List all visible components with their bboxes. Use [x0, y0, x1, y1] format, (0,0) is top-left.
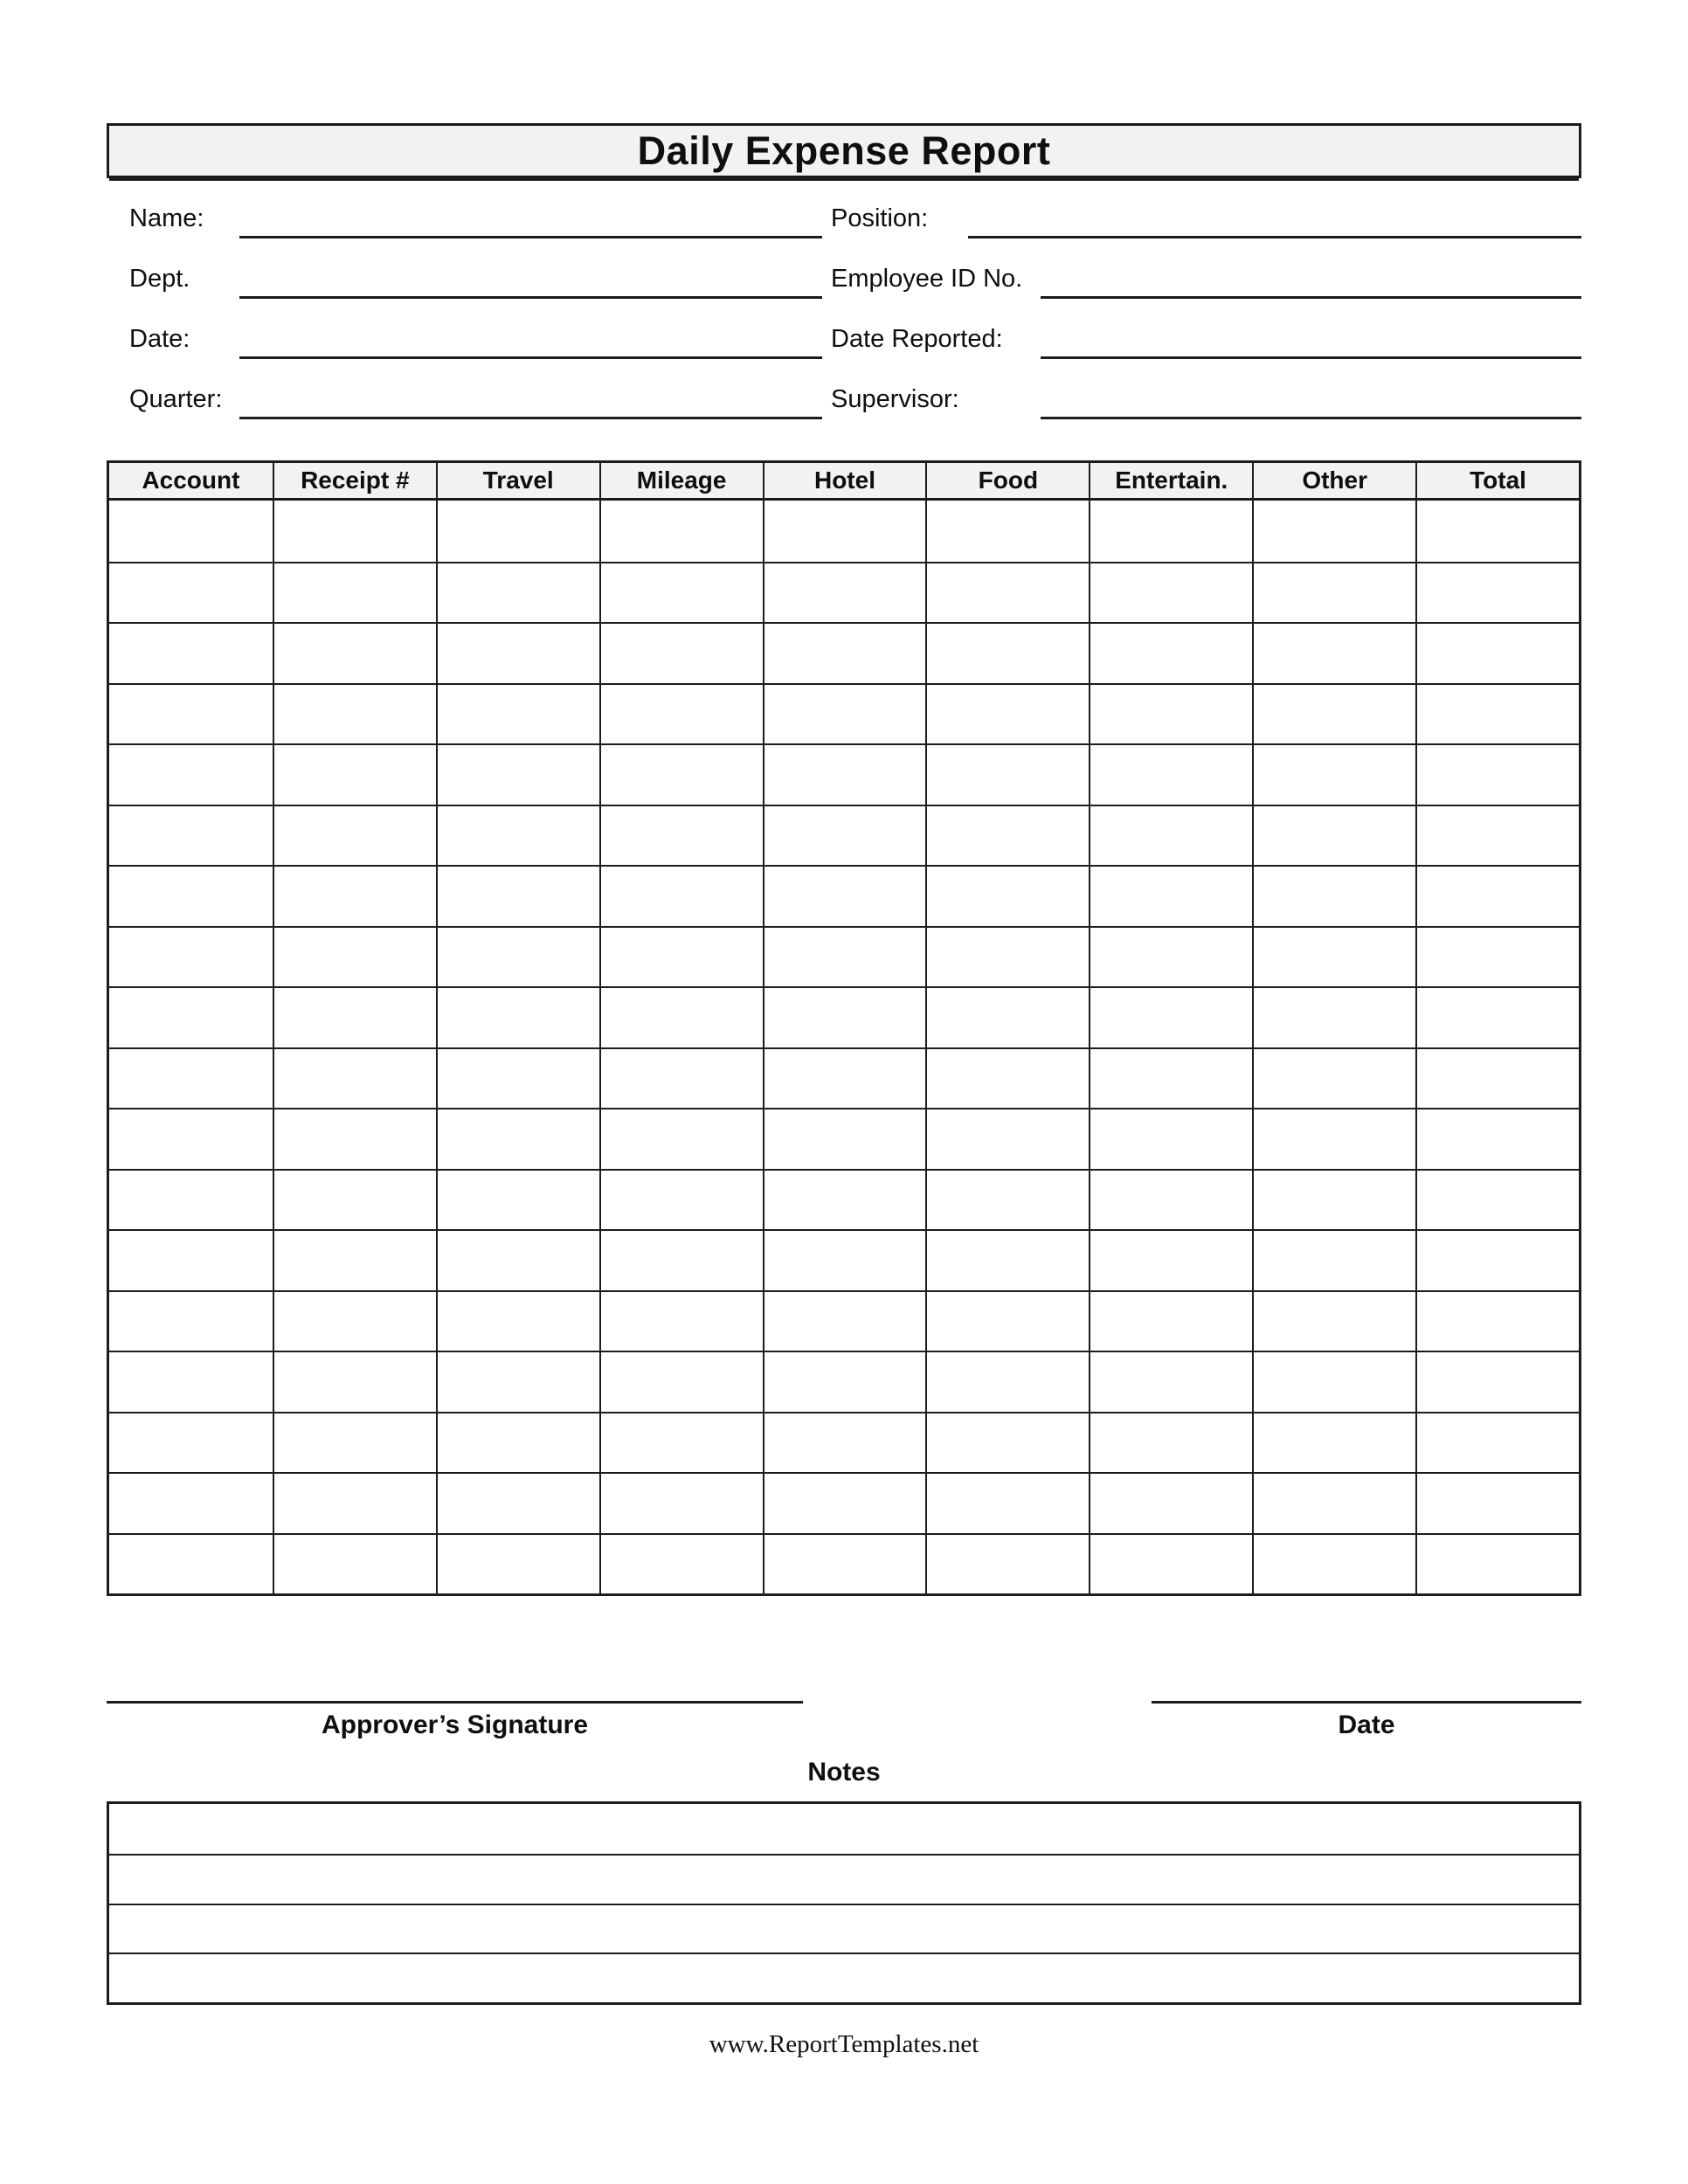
- expense-cell[interactable]: [599, 562, 763, 623]
- expense-cell[interactable]: [1089, 926, 1252, 987]
- expense-cell[interactable]: [109, 622, 273, 683]
- expense-cell[interactable]: [1089, 1169, 1252, 1230]
- expense-cell[interactable]: [1252, 1290, 1415, 1351]
- approval-date-label: Date: [1338, 1711, 1395, 1739]
- expense-cell[interactable]: [436, 986, 599, 1047]
- expense-cell[interactable]: [1415, 1047, 1579, 1109]
- expense-cell[interactable]: [1089, 865, 1252, 926]
- expense-cell[interactable]: [925, 1533, 1089, 1594]
- expense-cell[interactable]: [1415, 622, 1579, 683]
- expense-cell[interactable]: [599, 622, 763, 683]
- column-header-travel: Travel: [436, 463, 599, 501]
- expense-cell[interactable]: [763, 1412, 926, 1473]
- expense-cell[interactable]: [436, 562, 599, 623]
- expense-cell[interactable]: [109, 1412, 273, 1473]
- expense-cell[interactable]: [1089, 986, 1252, 1047]
- expense-cell[interactable]: [1415, 1169, 1579, 1230]
- expense-cell[interactable]: [436, 865, 599, 926]
- expense-cell[interactable]: [925, 1108, 1089, 1169]
- expense-cell[interactable]: [1252, 1169, 1415, 1230]
- column-header-mileage: Mileage: [599, 463, 763, 501]
- approver-signature-block[interactable]: [107, 1701, 803, 1740]
- expense-cell[interactable]: [436, 1533, 599, 1594]
- expense-cell[interactable]: [109, 986, 273, 1047]
- expense-cell[interactable]: [109, 743, 273, 805]
- title-bar: [107, 123, 1581, 178]
- expense-cell[interactable]: [1089, 683, 1252, 744]
- dept-input-line[interactable]: [239, 257, 822, 299]
- expense-cell[interactable]: [1089, 805, 1252, 866]
- date-input-line[interactable]: [239, 317, 822, 359]
- expense-cell[interactable]: [1089, 743, 1252, 805]
- form-row-4: [107, 377, 1581, 419]
- expense-cell[interactable]: [273, 562, 436, 623]
- position-label: Position:: [831, 204, 929, 232]
- expense-cell[interactable]: [273, 683, 436, 744]
- column-header-account: Account: [109, 463, 273, 501]
- notes-box: [107, 1801, 1581, 2005]
- expense-cell[interactable]: [273, 1472, 436, 1533]
- expense-cell[interactable]: [1252, 1229, 1415, 1290]
- expense-cell[interactable]: [599, 1290, 763, 1351]
- expense-cell[interactable]: [925, 1169, 1089, 1230]
- note-line[interactable]: [109, 1952, 1579, 2002]
- expense-cell[interactable]: [925, 986, 1089, 1047]
- expense-cell[interactable]: [599, 926, 763, 987]
- form-row-1: [107, 197, 1581, 238]
- expense-cell[interactable]: [273, 1047, 436, 1109]
- expense-cell[interactable]: [273, 865, 436, 926]
- dept-label: Dept.: [129, 265, 190, 293]
- expense-cell[interactable]: [273, 622, 436, 683]
- expense-cell[interactable]: [1415, 743, 1579, 805]
- date-reported-input-line[interactable]: [1041, 317, 1581, 359]
- expense-cell[interactable]: [599, 1533, 763, 1594]
- page-title: Daily Expense Report: [637, 128, 1051, 173]
- column-header-other: Other: [1252, 463, 1415, 501]
- date-label: Date:: [129, 325, 190, 353]
- expense-cell[interactable]: [1089, 1229, 1252, 1290]
- expense-cell[interactable]: [925, 865, 1089, 926]
- expense-cell[interactable]: [599, 501, 763, 562]
- expense-table: [107, 460, 1581, 1596]
- expense-cell[interactable]: [925, 562, 1089, 623]
- expense-cell[interactable]: [763, 743, 926, 805]
- expense-cell[interactable]: [109, 1047, 273, 1109]
- form-row-2: [107, 257, 1581, 299]
- expense-cell[interactable]: [763, 1229, 926, 1290]
- expense-cell[interactable]: [1415, 683, 1579, 744]
- expense-cell[interactable]: [436, 1047, 599, 1109]
- expense-cell[interactable]: [599, 1351, 763, 1412]
- expense-cell[interactable]: [925, 501, 1089, 562]
- expense-cell[interactable]: [1252, 926, 1415, 987]
- expense-cell[interactable]: [925, 1351, 1089, 1412]
- expense-cell[interactable]: [1089, 1290, 1252, 1351]
- expense-cell[interactable]: [599, 743, 763, 805]
- expense-cell[interactable]: [1415, 1472, 1579, 1533]
- expense-cell[interactable]: [1252, 865, 1415, 926]
- expense-cell[interactable]: [436, 1412, 599, 1473]
- name-label: Name:: [129, 204, 204, 232]
- expense-cell[interactable]: [436, 501, 599, 562]
- supervisor-input-line[interactable]: [1041, 377, 1581, 419]
- expense-cell[interactable]: [1415, 562, 1579, 623]
- expense-cell[interactable]: [1415, 1108, 1579, 1169]
- expense-cell[interactable]: [925, 622, 1089, 683]
- expense-cell[interactable]: [763, 1290, 926, 1351]
- expense-cell[interactable]: [273, 1290, 436, 1351]
- expense-cell[interactable]: [925, 1472, 1089, 1533]
- employee-id-input-line[interactable]: [1041, 257, 1581, 299]
- expense-cell[interactable]: [1415, 865, 1579, 926]
- expense-cell[interactable]: [109, 926, 273, 987]
- approver-signature-label: Approver’s Signature: [321, 1711, 589, 1739]
- expense-cell[interactable]: [1252, 1108, 1415, 1169]
- approval-date-block[interactable]: [1152, 1701, 1581, 1740]
- expense-cell[interactable]: [763, 683, 926, 744]
- expense-cell[interactable]: [109, 1351, 273, 1412]
- note-line[interactable]: [109, 1854, 1579, 1904]
- expense-cell[interactable]: [763, 1351, 926, 1412]
- expense-cell[interactable]: [109, 1472, 273, 1533]
- expense-cell[interactable]: [599, 683, 763, 744]
- expense-cell[interactable]: [599, 1108, 763, 1169]
- expense-cell[interactable]: [273, 1108, 436, 1169]
- expense-cell[interactable]: [1415, 1351, 1579, 1412]
- expense-cell[interactable]: [1415, 1412, 1579, 1473]
- column-header-food: Food: [925, 463, 1089, 501]
- expense-cell[interactable]: [109, 1290, 273, 1351]
- expense-cell[interactable]: [1252, 1472, 1415, 1533]
- expense-cell[interactable]: [109, 865, 273, 926]
- form-row-3: [107, 317, 1581, 359]
- expense-cell[interactable]: [273, 501, 436, 562]
- expense-cell[interactable]: [1252, 986, 1415, 1047]
- expense-cell[interactable]: [763, 562, 926, 623]
- expense-cell[interactable]: [273, 1169, 436, 1230]
- expense-cell[interactable]: [1089, 1412, 1252, 1473]
- expense-cell[interactable]: [1415, 805, 1579, 866]
- expense-cell[interactable]: [1252, 683, 1415, 744]
- expense-cell[interactable]: [436, 1169, 599, 1230]
- expense-cell[interactable]: [109, 1169, 273, 1230]
- column-header-entertain: Entertain.: [1089, 463, 1252, 501]
- expense-cell[interactable]: [925, 926, 1089, 987]
- expense-cell[interactable]: [273, 1533, 436, 1594]
- quarter-label: Quarter:: [129, 385, 223, 413]
- expense-cell[interactable]: [1252, 1533, 1415, 1594]
- expense-cell[interactable]: [1415, 986, 1579, 1047]
- expense-cell[interactable]: [1252, 1047, 1415, 1109]
- note-line[interactable]: [109, 1904, 1579, 1953]
- expense-cell[interactable]: [925, 1290, 1089, 1351]
- expense-cell[interactable]: [599, 1047, 763, 1109]
- position-input-line[interactable]: [968, 197, 1581, 238]
- expense-cell[interactable]: [763, 1108, 926, 1169]
- quarter-input-line[interactable]: [239, 377, 822, 419]
- notes-label: Notes: [807, 1758, 881, 1787]
- expense-cell[interactable]: [273, 805, 436, 866]
- expense-cell[interactable]: [1089, 1047, 1252, 1109]
- expense-cell[interactable]: [1089, 1533, 1252, 1594]
- expense-cell[interactable]: [1252, 1351, 1415, 1412]
- column-header-hotel: Hotel: [763, 463, 926, 501]
- date-reported-label: Date Reported:: [831, 325, 1003, 353]
- expense-cell[interactable]: [925, 683, 1089, 744]
- expense-cell[interactable]: [436, 926, 599, 987]
- expense-cell[interactable]: [1415, 1290, 1579, 1351]
- expense-cell[interactable]: [436, 743, 599, 805]
- expense-cell[interactable]: [436, 683, 599, 744]
- expense-cell[interactable]: [109, 562, 273, 623]
- expense-cell[interactable]: [1252, 622, 1415, 683]
- expense-cell[interactable]: [599, 805, 763, 866]
- expense-cell[interactable]: [436, 1108, 599, 1169]
- expense-cell[interactable]: [763, 501, 926, 562]
- expense-cell[interactable]: [1089, 1351, 1252, 1412]
- expense-cell[interactable]: [1415, 501, 1579, 562]
- expense-cell[interactable]: [1089, 501, 1252, 562]
- expense-cell[interactable]: [763, 926, 926, 987]
- expense-cell[interactable]: [109, 683, 273, 744]
- expense-cell[interactable]: [273, 1351, 436, 1412]
- expense-cell[interactable]: [763, 805, 926, 866]
- expense-cell[interactable]: [599, 865, 763, 926]
- expense-cell[interactable]: [925, 1412, 1089, 1473]
- expense-cell[interactable]: [925, 1047, 1089, 1109]
- expense-cell[interactable]: [925, 805, 1089, 866]
- expense-cell[interactable]: [1252, 805, 1415, 866]
- supervisor-label: Supervisor:: [831, 385, 959, 413]
- expense-cell[interactable]: [109, 1108, 273, 1169]
- footer-website-text: www.ReportTemplates.net: [709, 2030, 979, 2058]
- expense-cell[interactable]: [599, 1229, 763, 1290]
- expense-cell[interactable]: [1415, 1533, 1579, 1594]
- expense-cell[interactable]: [1089, 562, 1252, 623]
- expense-cell[interactable]: [763, 1472, 926, 1533]
- employee-id-label: Employee ID No.: [831, 265, 1023, 293]
- expense-cell[interactable]: [109, 501, 273, 562]
- expense-cell[interactable]: [599, 1412, 763, 1473]
- expense-cell[interactable]: [763, 1533, 926, 1594]
- expense-cell[interactable]: [763, 622, 926, 683]
- expense-cell[interactable]: [763, 1169, 926, 1230]
- expense-cell[interactable]: [1089, 1108, 1252, 1169]
- expense-cell[interactable]: [1252, 1412, 1415, 1473]
- expense-cell[interactable]: [109, 805, 273, 866]
- column-header-total: Total: [1415, 463, 1579, 501]
- expense-cell[interactable]: [1415, 926, 1579, 987]
- expense-cell[interactable]: [436, 1351, 599, 1412]
- expense-cell[interactable]: [763, 1047, 926, 1109]
- expense-cell[interactable]: [436, 1229, 599, 1290]
- expense-cell[interactable]: [925, 743, 1089, 805]
- expense-cell[interactable]: [436, 1472, 599, 1533]
- expense-cell[interactable]: [763, 865, 926, 926]
- column-header-receipt: Receipt #: [273, 463, 436, 501]
- expense-cell[interactable]: [273, 986, 436, 1047]
- expense-cell[interactable]: [273, 743, 436, 805]
- expense-cell[interactable]: [1252, 501, 1415, 562]
- expense-cell[interactable]: [109, 1229, 273, 1290]
- expense-cell[interactable]: [1089, 622, 1252, 683]
- expense-cell[interactable]: [436, 622, 599, 683]
- expense-cell[interactable]: [599, 986, 763, 1047]
- expense-cell[interactable]: [1089, 1472, 1252, 1533]
- expense-cell[interactable]: [1252, 562, 1415, 623]
- expense-cell[interactable]: [109, 1533, 273, 1594]
- note-line[interactable]: [109, 1804, 1579, 1854]
- expense-cell[interactable]: [273, 926, 436, 987]
- expense-cell[interactable]: [925, 1229, 1089, 1290]
- expense-cell[interactable]: [436, 805, 599, 866]
- expense-cell[interactable]: [1415, 1229, 1579, 1290]
- expense-cell[interactable]: [1252, 743, 1415, 805]
- expense-cell[interactable]: [436, 1290, 599, 1351]
- expense-cell[interactable]: [763, 986, 926, 1047]
- expense-cell[interactable]: [599, 1169, 763, 1230]
- name-input-line[interactable]: [239, 197, 822, 238]
- expense-cell[interactable]: [273, 1412, 436, 1473]
- expense-cell[interactable]: [599, 1472, 763, 1533]
- expense-cell[interactable]: [273, 1229, 436, 1290]
